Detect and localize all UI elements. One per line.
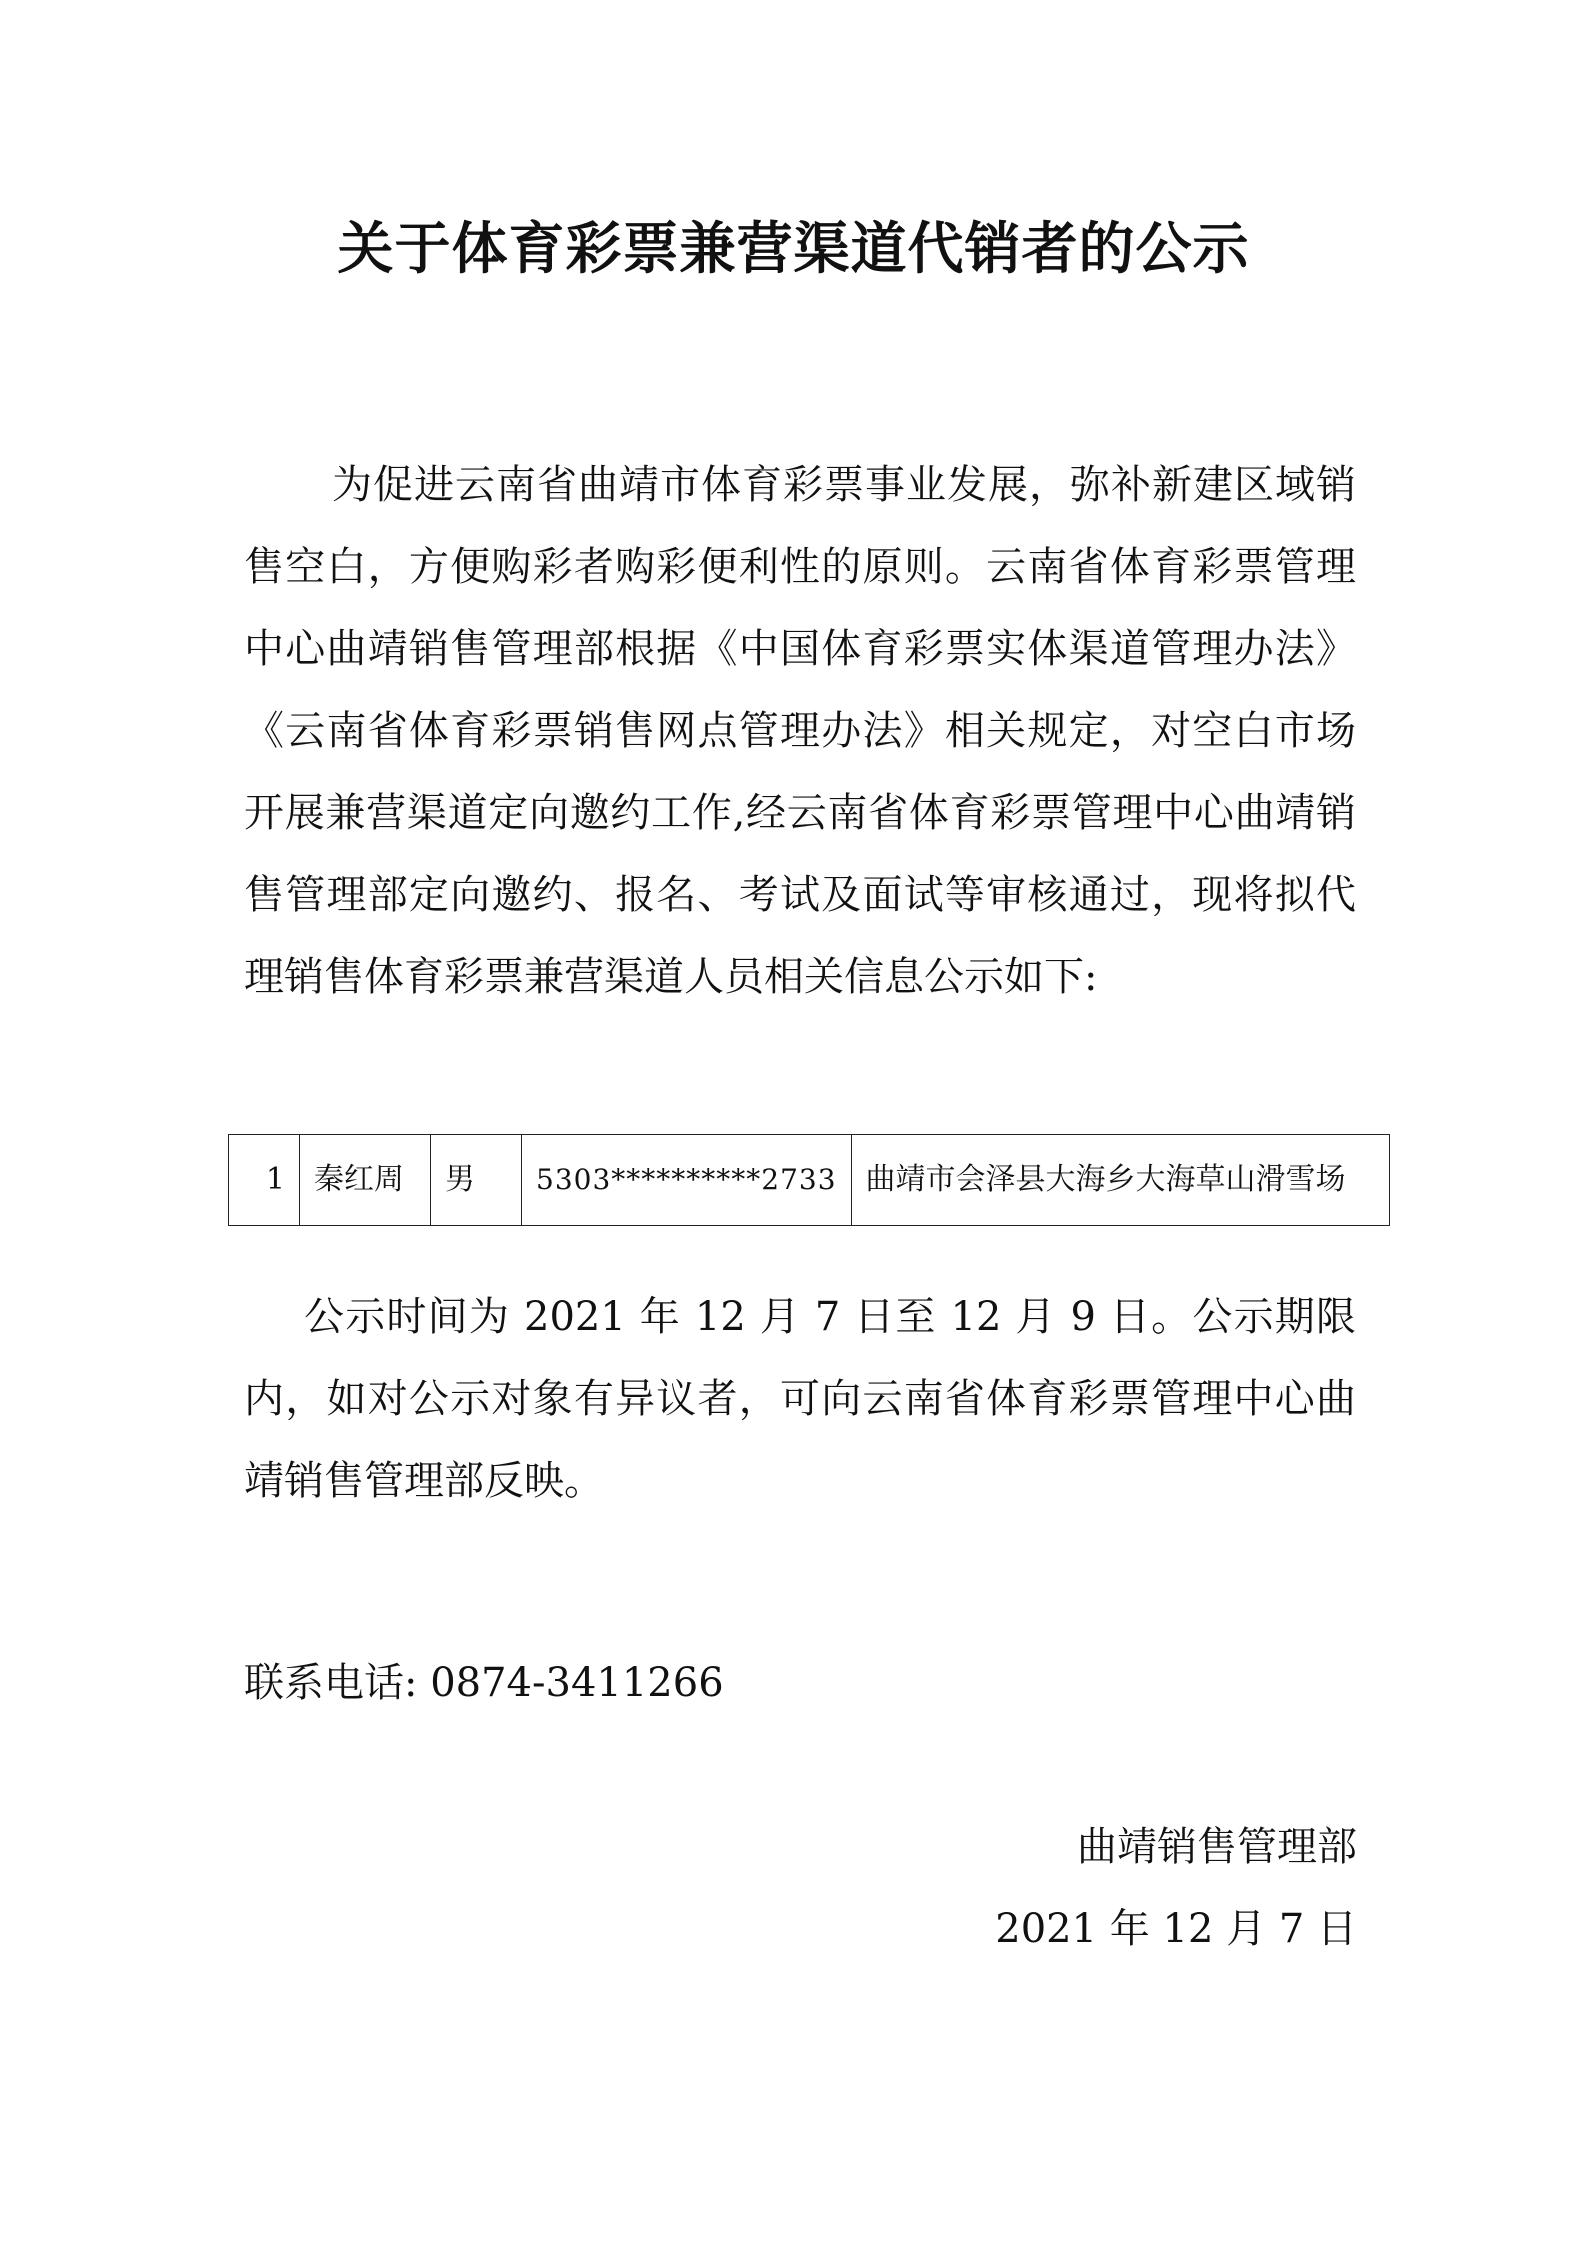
candidate-table — [228, 1134, 1390, 1226]
contact-phone: 联系电话: 0874-3411266 — [244, 1660, 724, 1706]
intro-paragraph: 为促进云南省曲靖市体育彩票事业发展，弥补新建区域销售空白，方便购彩者购彩便利性的原则。云南省体育彩票管理中心曲靖销售管理部根据《中国体育彩票实体渠道管理办法》《云南省体育彩票销售网点管理办法》相关规定，对空白市场开展兼营渠道定向邀约工作,经云南省体育彩票管理中心曲靖销售管理部定向邀约、报名、考试及面试等审核通过，现将拟代理销售体育彩票兼营渠道人员相关信息公示如下: — [244, 462, 1356, 1000]
candidate-gender: 男 — [431, 1135, 522, 1226]
table-row — [229, 1135, 1390, 1226]
candidate-id-number: 5303**********2733 — [522, 1135, 852, 1226]
row-index: 1 — [229, 1135, 300, 1226]
document-title: 关于体育彩票兼营渠道代销者的公示 — [337, 217, 1250, 282]
signature-organization: 曲靖销售管理部 — [1077, 1824, 1357, 1870]
candidate-address: 曲靖市会泽县大海乡大海草山滑雪场 — [851, 1135, 1389, 1226]
notice-period-paragraph: 公示时间为 2021 年 12 月 7 日至 12 月 9 日。公示期限内，如对公示对象有异议者，可向云南省体育彩票管理中心曲靖销售管理部反映。 — [244, 1294, 1356, 1504]
candidate-name: 秦红周 — [300, 1135, 431, 1226]
signature-date: 2021 年 12 月 7 日 — [995, 1906, 1357, 1952]
